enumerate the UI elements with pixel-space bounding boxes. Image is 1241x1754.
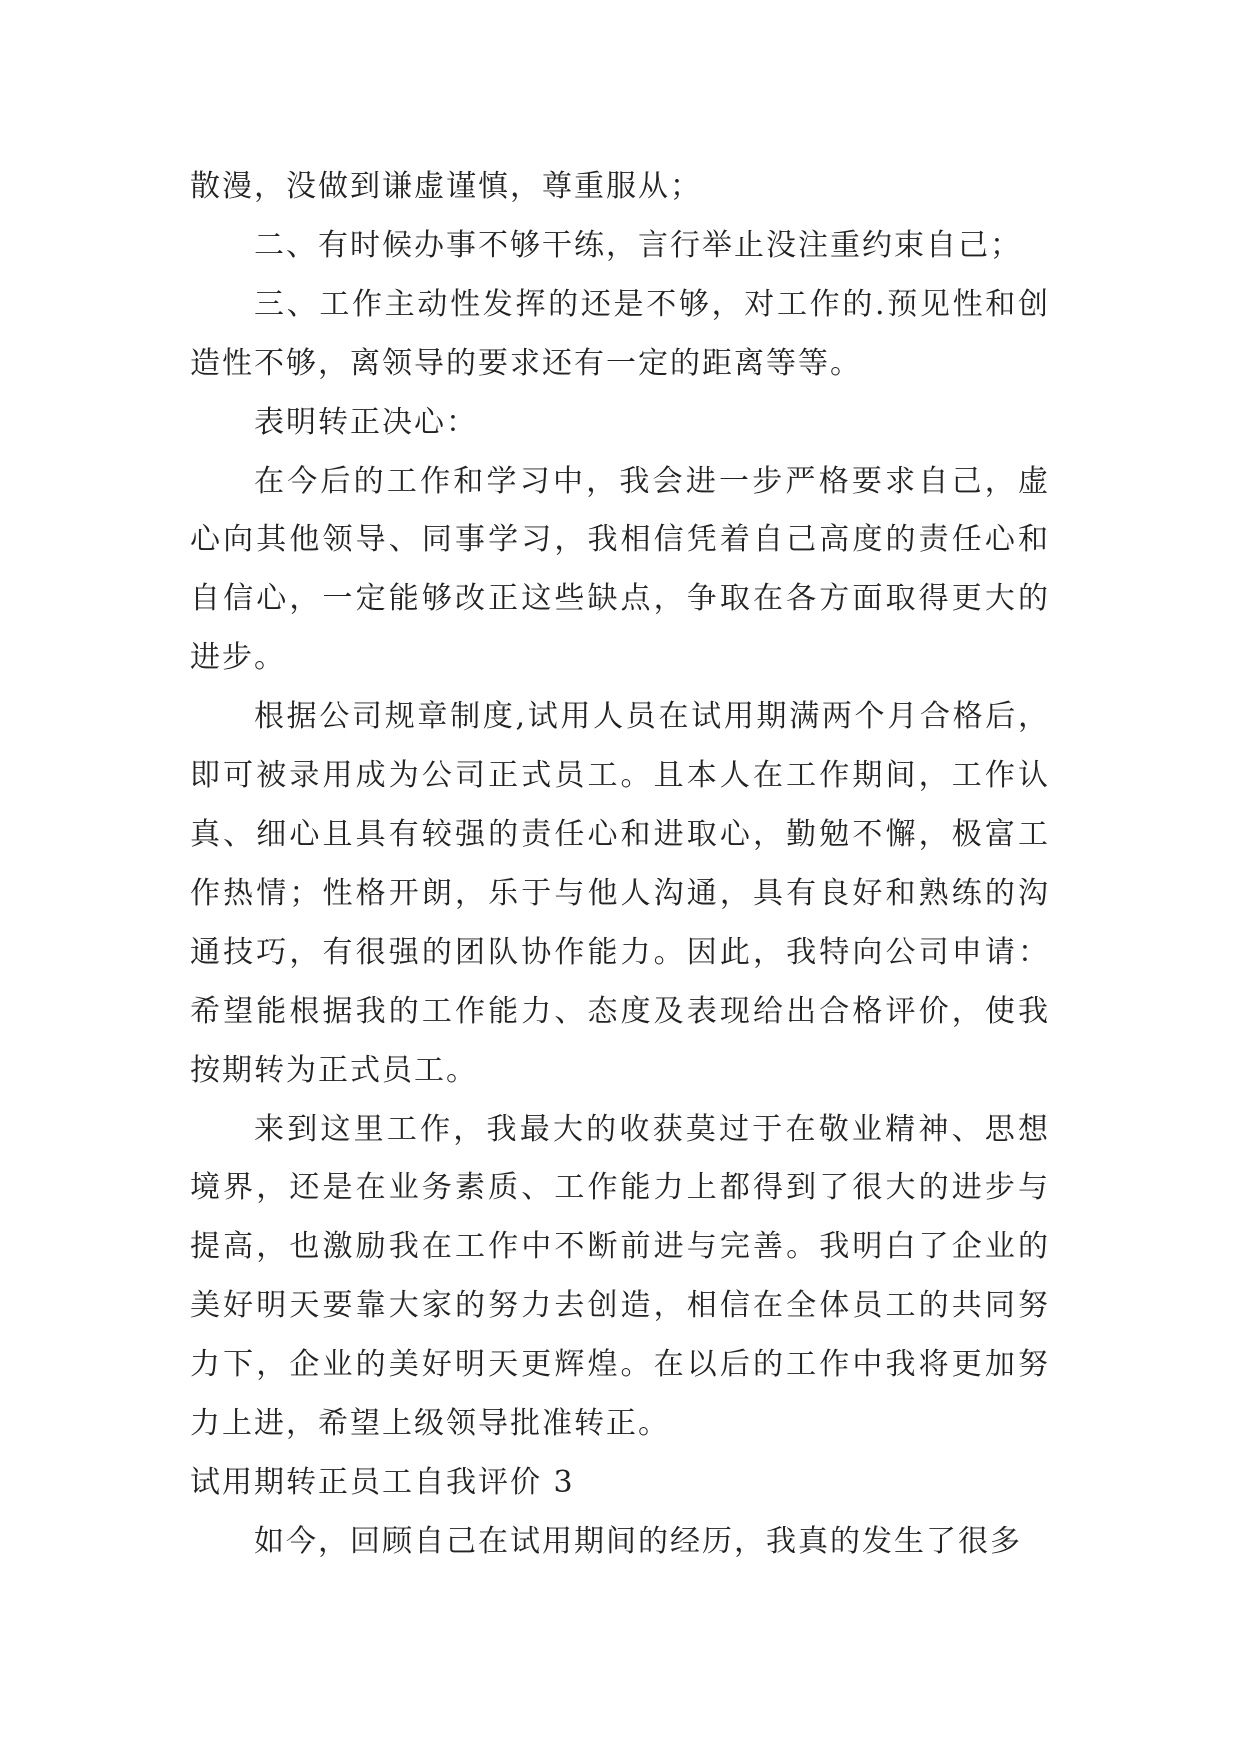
paragraph-gains: 来到这里工作，我最大的收获莫过于在敬业精神、思想境界，还是在业务素质、工作能力上都得到了很大的进步与提高，也激励我在工作中不断前进与完善。我明白了企业的美好明天要靠大家的努力去创造，相信在全体员工的共同努力下，企业的美好明天更辉煌。在以后的工作中我将更加努力上进，希望上级领导批准转正。	[190, 1111, 1050, 1442]
paragraph-application: 根据公司规章制度,试用人员在试用期满两个月合格后，即可被录用成为公司正式员工。且本人在工作期间，工作认真、细心且具有较强的责任心和进取心，勤勉不懈，极富工作热情；性格开朗，乐于与他人沟通，具有良好和熟练的沟通技巧，有很强的团队协作能力。因此，我特向公司申请：希望能根据我的工作能力、态度及表现给出合格评价，使我按期转为正式员工。	[190, 699, 1050, 1088]
paragraph-continuation: 散漫，没做到谦虚谨慎，尊重服从；	[190, 169, 702, 204]
paragraph-shortcoming-3: 三、工作主动性发挥的还是不够，对工作的.预见性和创造性不够，离领导的要求还有一定的距离等等。	[190, 286, 1050, 381]
document-body	[190, 158, 1050, 1572]
paragraph-review: 如今，回顾自己在试用期间的经历，我真的发生了很多	[254, 1523, 1022, 1559]
paragraph-resolve: 在今后的工作和学习中，我会进一步严格要求自己，虚心向其他领导、同事学习，我相信凭着自己高度的责任心和自信心，一定能够改正这些缺点，争取在各方面取得更大的进步。	[190, 463, 1050, 676]
section-title: 试用期转正员工自我评价 3	[190, 1464, 575, 1500]
paragraph-shortcoming-2: 二、有时候办事不够干练，言行举止没注重约束自己；	[254, 227, 1022, 263]
paragraph-resolve-heading: 表明转正决心：	[254, 404, 478, 440]
